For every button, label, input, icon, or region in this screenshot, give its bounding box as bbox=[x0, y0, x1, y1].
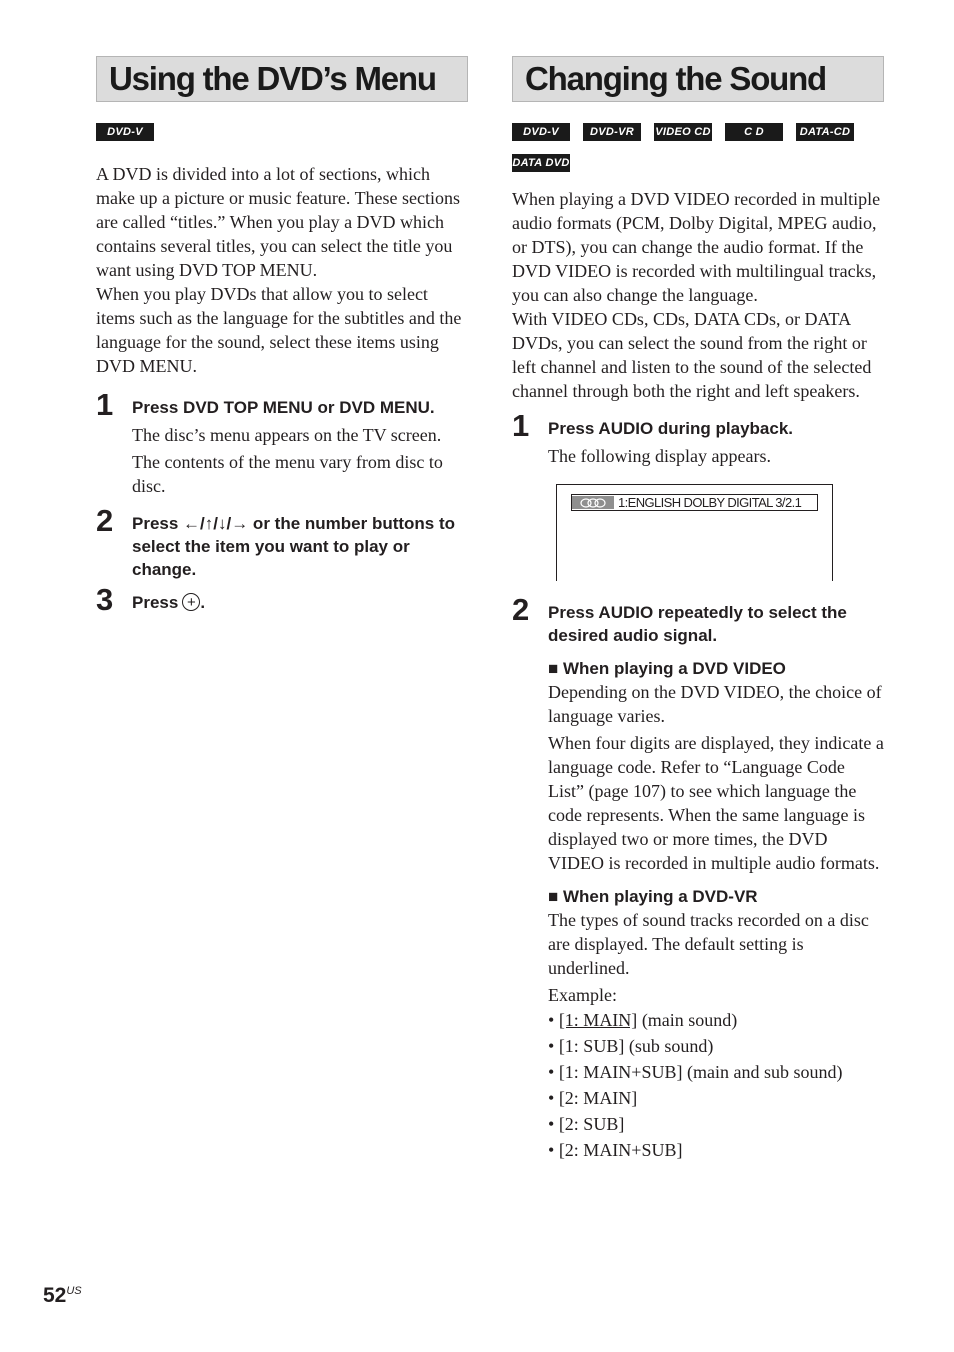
sound-track-list bbox=[548, 1007, 884, 1163]
intro-paragraph: A DVD is divided into a lot of sections, which make up a picture or music feature. These sections are called “titles.” When you play a DVD which contains several titles, you can select the title you want using DVD TOP MENU. bbox=[96, 164, 461, 280]
bullet-mark: • bbox=[548, 1114, 555, 1134]
step-1 bbox=[96, 387, 468, 498]
subsection-heading: ■ When playing a DVD VIDEO bbox=[548, 659, 786, 678]
step-text: The types of sound tracks recorded on a disc are displayed. The default setting is underlined. bbox=[548, 910, 869, 978]
list-item-label: [2: MAIN] bbox=[558, 1088, 638, 1108]
step-3 bbox=[96, 582, 468, 617]
step-heading: Press AUDIO during playback. bbox=[548, 419, 793, 438]
intro-paragraph: When you play DVDs that allow you to select items such as the language for the subtitles and the language for the sound, select these items using DVD MENU. bbox=[96, 284, 462, 376]
step-2 bbox=[512, 592, 884, 1163]
step-text: The disc’s menu appears on the TV screen. bbox=[132, 425, 442, 445]
list-item bbox=[548, 1059, 884, 1085]
bullet-mark: • bbox=[548, 1088, 555, 1108]
step-text: When four digits are displayed, they indicate a language code. Refer to “Language Code List” (page 107) to see which language the code represents. When the same language is displayed two or more times, the DVD VIDEO is recorded in multiple audio formats. bbox=[548, 733, 884, 873]
page-number-value: 52 bbox=[43, 1284, 67, 1307]
list-item-desc: (main sound) bbox=[637, 1010, 738, 1030]
disc-badge-dvd-v: DVD-V bbox=[512, 123, 570, 141]
list-item bbox=[548, 1137, 884, 1163]
bullet-mark: • bbox=[548, 1010, 555, 1030]
intro-paragraph: With VIDEO CDs, CDs, DATA CDs, or DATA DVDs, you can select the sound from the right or left channel and listen to the sound of the selected channel through both the right and left speakers. bbox=[512, 309, 872, 401]
step-heading: Press ←/↑/↓/→ or the number buttons to select the item you want to play or change. bbox=[132, 514, 456, 579]
list-item bbox=[548, 1085, 884, 1111]
audio-icon bbox=[572, 496, 614, 509]
step-2 bbox=[96, 503, 468, 581]
step-heading: Press AUDIO repeatedly to select the desired audio signal. bbox=[548, 603, 847, 645]
disc-badge-row bbox=[512, 123, 884, 172]
bullet-mark: • bbox=[548, 1036, 555, 1056]
step-1 bbox=[512, 408, 884, 581]
disc-badge-row bbox=[96, 123, 468, 141]
tv-display-illustration bbox=[556, 484, 833, 581]
audio-info-text: 1:ENGLISH DOLBY DIGITAL 3/2.1 bbox=[618, 495, 802, 510]
step-heading-text: Press bbox=[132, 593, 179, 612]
disc-badge-data-cd: DATA-CD bbox=[796, 123, 854, 141]
page-number bbox=[43, 1284, 82, 1308]
step-number: 1 bbox=[512, 408, 530, 443]
example-label: Example: bbox=[548, 985, 617, 1005]
disc-badge-cd: C D bbox=[725, 123, 783, 141]
right-column bbox=[512, 56, 884, 1163]
step-heading bbox=[132, 591, 468, 614]
left-column bbox=[96, 56, 468, 617]
step-number: 2 bbox=[512, 592, 530, 627]
intro-paragraph: When playing a DVD VIDEO recorded in multiple audio formats (PCM, Dolby Digital, MPEG audio, or DTS), you can change the audio format. If the DVD VIDEO is recorded with multilingual tracks, you can also change the language. bbox=[512, 189, 881, 305]
bullet-mark: • bbox=[548, 1062, 555, 1082]
list-item-label: [1: MAIN+SUB] bbox=[558, 1062, 683, 1082]
step-text: The following display appears. bbox=[548, 446, 771, 466]
step-text: The contents of the menu vary from disc to disc. bbox=[132, 452, 443, 496]
list-item-desc: (sub sound) bbox=[624, 1036, 714, 1056]
list-item-label: [2: SUB] bbox=[558, 1114, 625, 1134]
list-item-label: [1: MAIN] bbox=[558, 1010, 638, 1030]
step-heading-end: . bbox=[200, 593, 206, 612]
page-number-suffix: US bbox=[66, 1285, 82, 1297]
disc-badge-dvd-vr: DVD-VR bbox=[583, 123, 641, 141]
section-title: Changing the Sound bbox=[512, 56, 884, 102]
disc-badge-data-dvd: DATA DVD bbox=[512, 154, 570, 172]
list-item-label: [2: MAIN+SUB] bbox=[558, 1140, 683, 1160]
step-number: 3 bbox=[96, 582, 114, 617]
list-item-desc: (main and sub sound) bbox=[682, 1062, 843, 1082]
bullet-mark: • bbox=[548, 1140, 555, 1160]
step-heading: Press DVD TOP MENU or DVD MENU. bbox=[132, 398, 435, 417]
audio-info-bar bbox=[571, 494, 818, 511]
list-item bbox=[548, 1033, 884, 1059]
section-title: Using the DVD’s Menu bbox=[96, 56, 468, 102]
disc-badge-video-cd: VIDEO CD bbox=[654, 123, 712, 141]
subsection-heading: ■ When playing a DVD-VR bbox=[548, 887, 758, 906]
list-item-label: [1: SUB] bbox=[558, 1036, 625, 1056]
enter-button-icon bbox=[182, 593, 200, 611]
list-item bbox=[548, 1111, 884, 1137]
list-item bbox=[548, 1007, 884, 1033]
step-text: Depending on the DVD VIDEO, the choice of language varies. bbox=[548, 682, 882, 726]
step-number: 1 bbox=[96, 387, 114, 422]
step-number: 2 bbox=[96, 503, 114, 538]
disc-badge-dvd-v: DVD-V bbox=[96, 123, 154, 141]
